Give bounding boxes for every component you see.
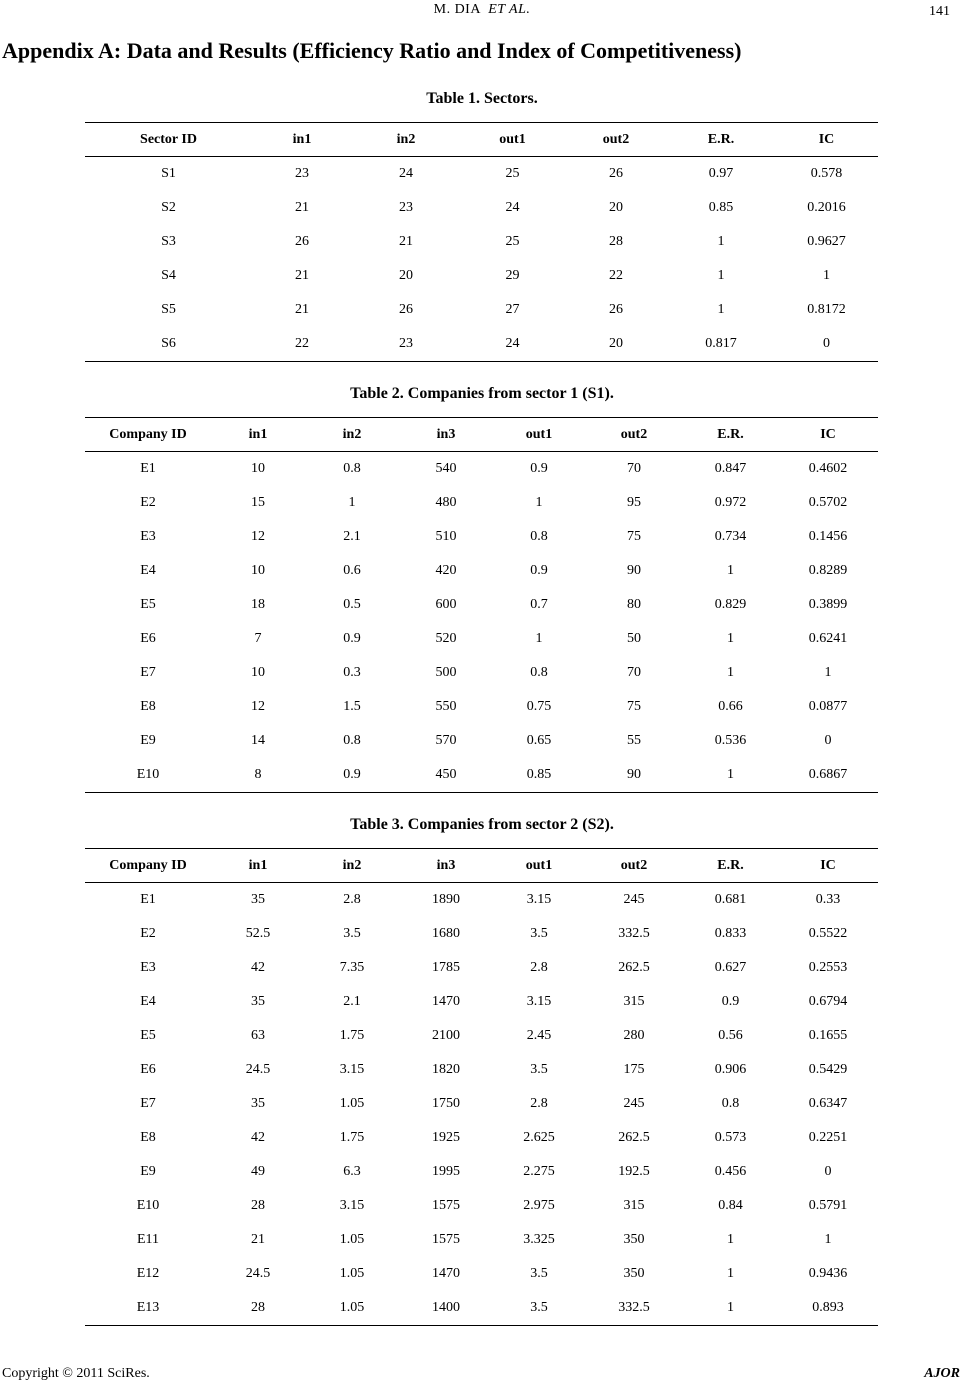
table-cell: 24	[460, 327, 565, 362]
table-cell: 1	[717, 234, 725, 249]
table-cell: 0.833	[714, 926, 747, 941]
column-header: in2	[305, 418, 399, 452]
table-cell: 0.8	[530, 665, 548, 680]
table-2-caption: Table 2. Companies from sector 1 (S1).	[350, 385, 614, 402]
table-cell: 1.05	[339, 1266, 365, 1281]
table-cell: S2	[161, 200, 176, 215]
table-cell: 1	[717, 302, 725, 317]
table-cell: 0.9	[305, 758, 399, 793]
column-header: in1	[211, 849, 305, 883]
column-header: IC	[778, 418, 878, 452]
table-cell: 520	[435, 631, 457, 646]
table-cell: 23	[295, 166, 309, 181]
table-cell: 0.5	[343, 597, 361, 612]
table-cell: E3	[140, 529, 156, 544]
table-cell: 0.8	[530, 529, 548, 544]
table-cell: 2.1	[343, 529, 361, 544]
table-cell: 1.75	[339, 1130, 365, 1145]
table-cell: 0.9	[343, 631, 361, 646]
table-cell: 0.6	[343, 563, 361, 578]
table-cell: 55	[627, 733, 641, 748]
table-cell: 420	[435, 563, 457, 578]
table-cell: 0.847	[714, 461, 747, 476]
table-cell: 29	[505, 268, 520, 283]
table-cell: 2.1	[343, 994, 361, 1009]
table-cell: 21	[295, 268, 309, 283]
table-cell: S1	[161, 166, 176, 181]
table-cell: 10	[251, 563, 265, 578]
table-cell: 1	[535, 631, 543, 646]
table-cell: 0.627	[714, 960, 747, 975]
table-cell: E11	[136, 1232, 160, 1247]
table-cell: 1	[348, 495, 356, 510]
journal-abbreviation: AJOR	[924, 1366, 960, 1381]
table-cell: E7	[140, 665, 156, 680]
table-cell: 28	[251, 1198, 265, 1213]
table-cell: 0	[775, 327, 878, 362]
table-cell: 24	[399, 166, 413, 181]
table-cell: 1	[727, 1232, 734, 1247]
table-cell: E2	[140, 926, 156, 941]
table-header-row	[85, 849, 878, 883]
table-cell: 42	[251, 1130, 265, 1145]
table-cell: 0.6347	[808, 1096, 848, 1111]
table-cell: 1	[727, 665, 734, 680]
table-cell: E9	[140, 1164, 156, 1179]
table-cell: 0.6794	[808, 994, 848, 1009]
table-cell: 0.8289	[808, 563, 848, 578]
table-row	[85, 758, 878, 793]
table-cell: 28	[211, 1291, 305, 1326]
copyright-notice: Copyright © 2011 SciRes.	[2, 1366, 150, 1381]
table-cell: 0.66	[718, 699, 743, 714]
table-cell: 3.15	[526, 892, 552, 907]
table-sector-2-companies	[85, 848, 878, 1326]
table-cell: S5	[161, 302, 176, 317]
table-cell: 570	[435, 733, 457, 748]
table-cell: E10	[85, 758, 211, 793]
table-cell: 350	[623, 1232, 645, 1247]
table-cell: 1	[727, 1266, 734, 1281]
table-cell: 25	[505, 234, 520, 249]
table-cell: E1	[140, 892, 156, 907]
table-cell: 0.1456	[808, 529, 848, 544]
table-cell: 90	[585, 758, 683, 793]
table-row	[85, 1087, 878, 1121]
table-cell: 262.5	[618, 960, 650, 975]
table-cell: 0.8	[343, 733, 361, 748]
table-cell: 28	[609, 234, 623, 249]
table-cell: 0.972	[714, 495, 747, 510]
column-header: E.R.	[683, 849, 778, 883]
table-cell: 2.275	[523, 1164, 555, 1179]
table-cell: E5	[140, 597, 156, 612]
table-cell: 24.5	[245, 1266, 271, 1281]
table-cell: 14	[251, 733, 265, 748]
table-cell: 332.5	[585, 1291, 683, 1326]
table-cell: 1	[727, 563, 734, 578]
table-cell: 22	[609, 268, 623, 283]
appendix-title: Appendix A: Data and Results (Efficiency Ratio and Index of Competitiveness)	[2, 38, 742, 63]
table-cell: 1680	[432, 926, 460, 941]
column-header: Company ID	[85, 418, 211, 452]
table-cell: 8	[211, 758, 305, 793]
table-cell: 2100	[432, 1028, 460, 1043]
table-sector-1-companies	[85, 417, 878, 793]
table-cell: S3	[161, 234, 176, 249]
table-cell: 20	[399, 268, 413, 283]
table-cell: E9	[140, 733, 156, 748]
table-cell: 22	[252, 327, 352, 362]
table-cell: 24	[505, 200, 520, 215]
table-cell: 20	[565, 327, 667, 362]
column-header: in1	[252, 123, 352, 157]
table-cell: 0.75	[526, 699, 552, 714]
table-cell: 70	[627, 461, 641, 476]
table-cell: 2.8	[530, 1096, 548, 1111]
table-row	[85, 486, 878, 520]
table-cell: 0.578	[810, 166, 843, 181]
table-cell: 95	[627, 495, 641, 510]
column-header: in3	[399, 418, 493, 452]
table-cell: 0.734	[714, 529, 747, 544]
table-cell: 332.5	[618, 926, 650, 941]
table-cell: 21	[399, 234, 413, 249]
table-cell: 26	[609, 302, 623, 317]
table-cell: 0.4602	[808, 461, 848, 476]
table-cell: 6.3	[343, 1164, 361, 1179]
header-et-al: ET AL.	[488, 2, 531, 17]
table-cell: 42	[251, 960, 265, 975]
table-cell: 262.5	[618, 1130, 650, 1145]
table-cell: 0.3899	[808, 597, 848, 612]
table-row	[85, 1019, 878, 1053]
table-cell: 3.15	[339, 1062, 365, 1077]
table-cell: 0.65	[526, 733, 552, 748]
table-cell: 3.5	[530, 1062, 548, 1077]
table-cell: 1925	[432, 1130, 460, 1145]
table-cell: 1890	[432, 892, 460, 907]
table-cell: 0.9436	[808, 1266, 848, 1281]
table-cell: 12	[251, 699, 265, 714]
table-row	[85, 656, 878, 690]
table-cell: 0.85	[493, 758, 585, 793]
table-row	[85, 452, 878, 487]
table-cell: 52.5	[245, 926, 271, 941]
table-cell: 245	[623, 1096, 645, 1111]
table-cell: 0.84	[718, 1198, 743, 1213]
table-cell: 0.456	[714, 1164, 747, 1179]
table-cell: 1.05	[339, 1232, 365, 1247]
table-cell: 0.2251	[808, 1130, 848, 1145]
table-cell: 3.5	[343, 926, 361, 941]
table-cell: E3	[140, 960, 156, 975]
table-cell: 0.817	[667, 327, 775, 362]
column-header: E.R.	[667, 123, 775, 157]
table-cell: 315	[623, 994, 645, 1009]
column-header: IC	[775, 123, 878, 157]
column-header: out2	[565, 123, 667, 157]
table-cell: 0.5702	[808, 495, 848, 510]
table-cell: 27	[505, 302, 520, 317]
table-cell: 1.05	[339, 1096, 365, 1111]
table-cell: 0.906	[714, 1062, 747, 1077]
table-cell: 0.2016	[807, 200, 846, 215]
table-row	[85, 1155, 878, 1189]
table-cell: 1.75	[339, 1028, 365, 1043]
table-cell: 21	[295, 302, 309, 317]
table-row	[85, 191, 878, 225]
table-row	[85, 520, 878, 554]
table-cell: 1470	[432, 1266, 460, 1281]
table-cell: E5	[140, 1028, 156, 1043]
table-cell: 3.15	[339, 1198, 365, 1213]
table-cell: 0.8	[721, 1096, 740, 1111]
table-cell: E4	[140, 994, 156, 1009]
table-cell: 0	[824, 733, 832, 748]
table-cell: 480	[435, 495, 457, 510]
table-cell: 1995	[432, 1164, 460, 1179]
table-cell: 550	[435, 699, 457, 714]
table-row	[85, 724, 878, 758]
table-cell: 35	[251, 994, 265, 1009]
table-cell: 0.9	[530, 461, 548, 476]
table-row	[85, 1257, 878, 1291]
table-cell: 0	[824, 1164, 832, 1179]
table-cell: 20	[609, 200, 623, 215]
running-header	[0, 2, 964, 18]
table-cell: 0.85	[708, 200, 734, 215]
table-cell: 450	[399, 758, 493, 793]
table-cell: E6	[140, 631, 156, 646]
table-cell: 1785	[432, 960, 460, 975]
table-header-row	[85, 418, 878, 452]
table-cell: 0.2553	[808, 960, 848, 975]
table-cell: 3.5	[530, 1266, 548, 1281]
table-row	[85, 622, 878, 656]
table-cell: 1	[535, 495, 543, 510]
table-cell: 0.56	[718, 1028, 743, 1043]
table-cell: 0.893	[778, 1291, 878, 1326]
table-cell: 3.325	[523, 1232, 555, 1247]
table-cell: 1	[727, 631, 734, 646]
table-cell: 63	[251, 1028, 265, 1043]
table-cell: 50	[627, 631, 641, 646]
table-cell: 90	[627, 563, 641, 578]
table-cell: 0.9	[530, 563, 548, 578]
table-cell: 80	[627, 597, 641, 612]
table-row	[85, 327, 878, 362]
table-cell: 1	[824, 665, 832, 680]
table-cell: 245	[623, 892, 645, 907]
table-header-row	[85, 123, 878, 157]
table-row	[85, 1121, 878, 1155]
table-cell: 1	[823, 268, 830, 283]
table-cell: 540	[435, 461, 457, 476]
table-cell: 1470	[432, 994, 460, 1009]
column-header: in1	[211, 418, 305, 452]
table-cell: 0.8	[343, 461, 361, 476]
table-cell: 0.33	[815, 892, 841, 907]
table-cell: 3.5	[493, 1291, 585, 1326]
table-cell: 0.829	[714, 597, 747, 612]
table-cell: 18	[251, 597, 265, 612]
table-row	[85, 690, 878, 724]
table-cell: 3.5	[530, 926, 548, 941]
table-row	[85, 225, 878, 259]
table-cell: 0.0877	[808, 699, 848, 714]
table-cell: 315	[623, 1198, 645, 1213]
table-cell: 0.3	[343, 665, 361, 680]
table-cell: 0.6241	[808, 631, 848, 646]
table-cell: S6	[85, 327, 252, 362]
table-cell: 26	[295, 234, 309, 249]
table-cell: 1	[717, 268, 725, 283]
table-row	[85, 1291, 878, 1326]
column-header: in2	[305, 849, 399, 883]
table-cell: 75	[627, 529, 641, 544]
table-row	[85, 259, 878, 293]
table-cell: 1	[824, 1232, 832, 1247]
table-cell: 0.5791	[808, 1198, 848, 1213]
table-cell: 0.6867	[778, 758, 878, 793]
table-cell: 280	[623, 1028, 645, 1043]
column-header: out2	[585, 849, 683, 883]
table-cell: E12	[136, 1266, 160, 1281]
table-cell: 0.5429	[808, 1062, 848, 1077]
table-cell: 0.9	[721, 994, 740, 1009]
table-cell: 0.573	[714, 1130, 747, 1145]
header-author: M. DIA	[433, 2, 481, 17]
column-header: out1	[493, 418, 585, 452]
table-cell: 26	[609, 166, 623, 181]
column-header: E.R.	[683, 418, 778, 452]
table-row	[85, 157, 878, 192]
table-cell: E2	[140, 495, 156, 510]
table-cell: E13	[85, 1291, 211, 1326]
table-row	[85, 951, 878, 985]
table-cell: 10	[251, 665, 265, 680]
table-cell: 2.8	[530, 960, 548, 975]
table-row	[85, 1053, 878, 1087]
table-cell: 0.8172	[807, 302, 846, 317]
table-cell: 3.15	[526, 994, 552, 1009]
table-sectors	[85, 122, 878, 362]
table-cell: 1	[683, 1291, 778, 1326]
table-cell: 2.625	[523, 1130, 555, 1145]
table-cell: 1.05	[305, 1291, 399, 1326]
table-cell: 2.45	[526, 1028, 552, 1043]
column-header: out1	[460, 123, 565, 157]
table-row	[85, 883, 878, 918]
table-cell: E8	[140, 699, 156, 714]
table-cell: 1	[683, 758, 778, 793]
table-cell: 35	[251, 1096, 265, 1111]
table-cell: 1400	[399, 1291, 493, 1326]
table-cell: 175	[623, 1062, 645, 1077]
table-row	[85, 1223, 878, 1257]
table-cell: 49	[251, 1164, 265, 1179]
table-cell: 0.681	[714, 892, 747, 907]
table-cell: 10	[251, 461, 265, 476]
column-header: in2	[352, 123, 460, 157]
table-cell: 75	[627, 699, 641, 714]
table-cell: 23	[399, 200, 413, 215]
table-cell: 7	[254, 631, 262, 646]
table-cell: 26	[399, 302, 413, 317]
table-cell: 1575	[432, 1232, 460, 1247]
table-row	[85, 1189, 878, 1223]
table-cell: 1750	[432, 1096, 460, 1111]
table-cell: 1575	[432, 1198, 460, 1213]
column-header: out1	[493, 849, 585, 883]
table-cell: 7.35	[339, 960, 365, 975]
table-cell: 2.8	[343, 892, 361, 907]
table-1-caption: Table 1. Sectors.	[426, 90, 538, 107]
table-cell: 0.5522	[808, 926, 848, 941]
table-cell: 0.97	[708, 166, 734, 181]
table-cell: E1	[140, 461, 156, 476]
table-cell: 1820	[432, 1062, 460, 1077]
table-row	[85, 588, 878, 622]
table-cell: 21	[295, 200, 309, 215]
table-cell: 350	[623, 1266, 645, 1281]
table-cell: 24.5	[245, 1062, 271, 1077]
table-cell: 2.975	[523, 1198, 555, 1213]
table-cell: 0.1655	[808, 1028, 848, 1043]
column-header: IC	[778, 849, 878, 883]
table-cell: E7	[140, 1096, 156, 1111]
table-cell: 25	[505, 166, 520, 181]
table-cell: 35	[251, 892, 265, 907]
table-cell: 600	[435, 597, 457, 612]
table-cell: E4	[140, 563, 156, 578]
table-cell: 1.5	[343, 699, 361, 714]
column-header: Sector ID	[85, 123, 252, 157]
table-3-caption: Table 3. Companies from sector 2 (S2).	[350, 816, 614, 833]
table-cell: E8	[140, 1130, 156, 1145]
table-cell: 192.5	[618, 1164, 650, 1179]
page-number: 141	[929, 4, 950, 19]
table-cell: 510	[435, 529, 457, 544]
table-row	[85, 554, 878, 588]
table-cell: E6	[140, 1062, 156, 1077]
column-header: Company ID	[85, 849, 211, 883]
column-header: out2	[585, 418, 683, 452]
table-cell: 0.9627	[807, 234, 846, 249]
table-cell: 500	[435, 665, 457, 680]
table-cell: 0.536	[714, 733, 747, 748]
table-row	[85, 293, 878, 327]
table-row	[85, 985, 878, 1019]
table-cell: 12	[251, 529, 265, 544]
table-row	[85, 917, 878, 951]
table-cell: 21	[251, 1232, 265, 1247]
column-header: in3	[399, 849, 493, 883]
table-cell: E10	[136, 1198, 160, 1213]
table-cell: 23	[352, 327, 460, 362]
table-cell: 70	[627, 665, 641, 680]
table-cell: 0.7	[530, 597, 548, 612]
table-cell: S4	[161, 268, 176, 283]
table-cell: 15	[251, 495, 265, 510]
